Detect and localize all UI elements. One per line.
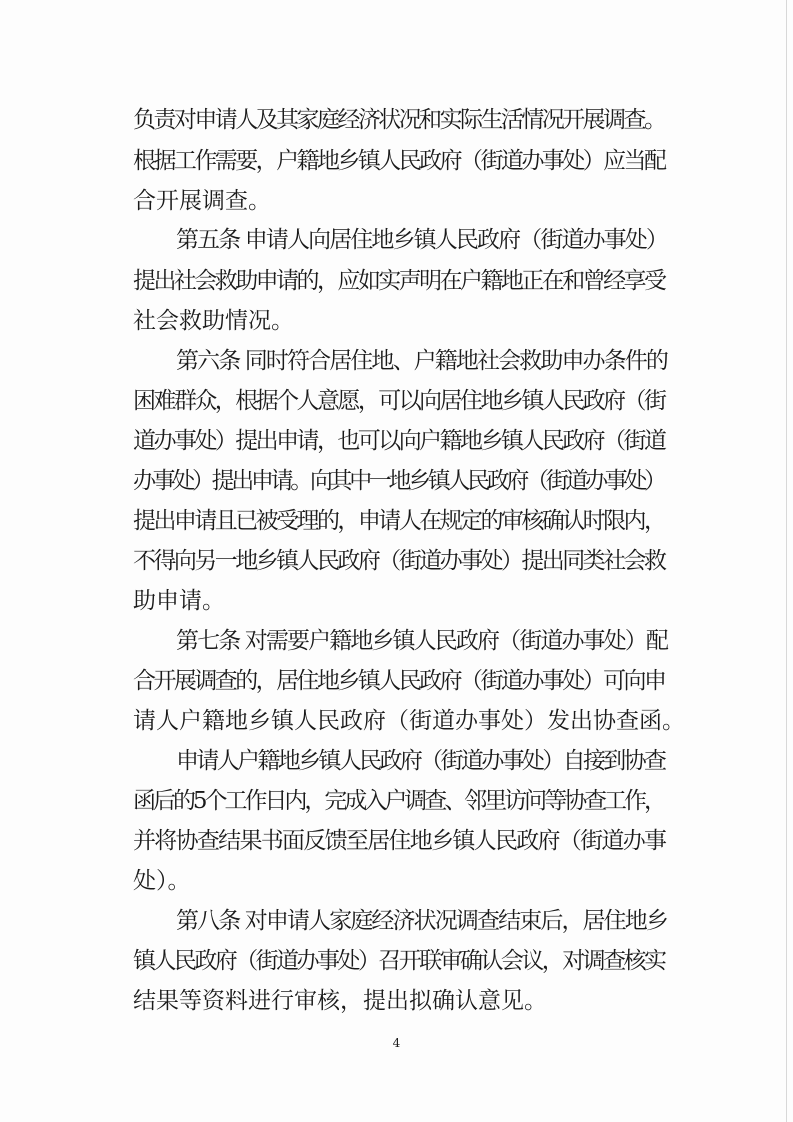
text-line-content: 助申请。 <box>133 588 225 614</box>
text-line-content: 合开展调查。 <box>133 188 271 214</box>
text-line-content: 办事处）提出申请。向其中一地乡镇人民政府（街道办事处） <box>133 468 664 494</box>
text-line-content: 负责对申请人及其家庭经济状况和实际生活情况开展调查。 <box>133 107 665 133</box>
text-line-content: 道办事处）提出申请，也可以向户籍地乡镇人民政府（街道 <box>133 428 665 454</box>
page-number: 4 <box>392 1036 401 1050</box>
text-line-content: 函后的5个工作日内，完成入户调查、邻里访问等协查工作， <box>133 788 664 814</box>
text-line-content: 社会救助情况。 <box>133 308 294 334</box>
text-line-content: 提出社会救助申请的，应如实声明在户籍地正在和曾经享受 <box>133 268 665 294</box>
text-line-content: 申请人户籍地乡镇人民政府（街道办事处）自接到协查 <box>176 748 665 774</box>
text-line-content: 第六条 同时符合居住地、户籍地社会救助申办条件的 <box>176 348 667 374</box>
text-line-content: 提出申请且已被受理的，申请人在规定的审核确认时限内， <box>133 508 665 534</box>
text-line-content: 并将协查结果书面反馈至居住地乡镇人民政府（街道办事 <box>133 828 666 854</box>
text-line-content: 根据工作需要，户籍地乡镇人民政府（街道办事处）应当配 <box>133 148 665 174</box>
text-line-content: 镇人民政府（街道办事处）召开联审确认会议，对调查核实 <box>133 948 665 974</box>
text-line-content: 请人户籍地乡镇人民政府（街道办事处）发出协查函。 <box>133 708 685 734</box>
page-edge <box>786 0 787 1122</box>
text-line-content: 困难群众，根据个人意愿，可以向居住地乡镇人民政府（街 <box>133 388 665 414</box>
text-line-content: 不得向另一地乡镇人民政府（街道办事处）提出同类社会救 <box>133 548 665 574</box>
text-line-content: 结果等资料进行审核，提出拟确认意见。 <box>133 988 547 1014</box>
text-line-content: 第八条 对申请人家庭经济状况调查结束后，居住地乡 <box>176 908 667 934</box>
text-line-content: 处）。 <box>133 868 191 894</box>
text-line-content: 第五条 申请人向居住地乡镇人民政府（街道办事处） <box>176 227 667 253</box>
text-line-content: 第七条 对需要户籍地乡镇人民政府（街道办事处）配 <box>176 628 667 654</box>
text-line-content: 合开展调查的，居住地乡镇人民政府（街道办事处）可向申 <box>133 668 665 694</box>
